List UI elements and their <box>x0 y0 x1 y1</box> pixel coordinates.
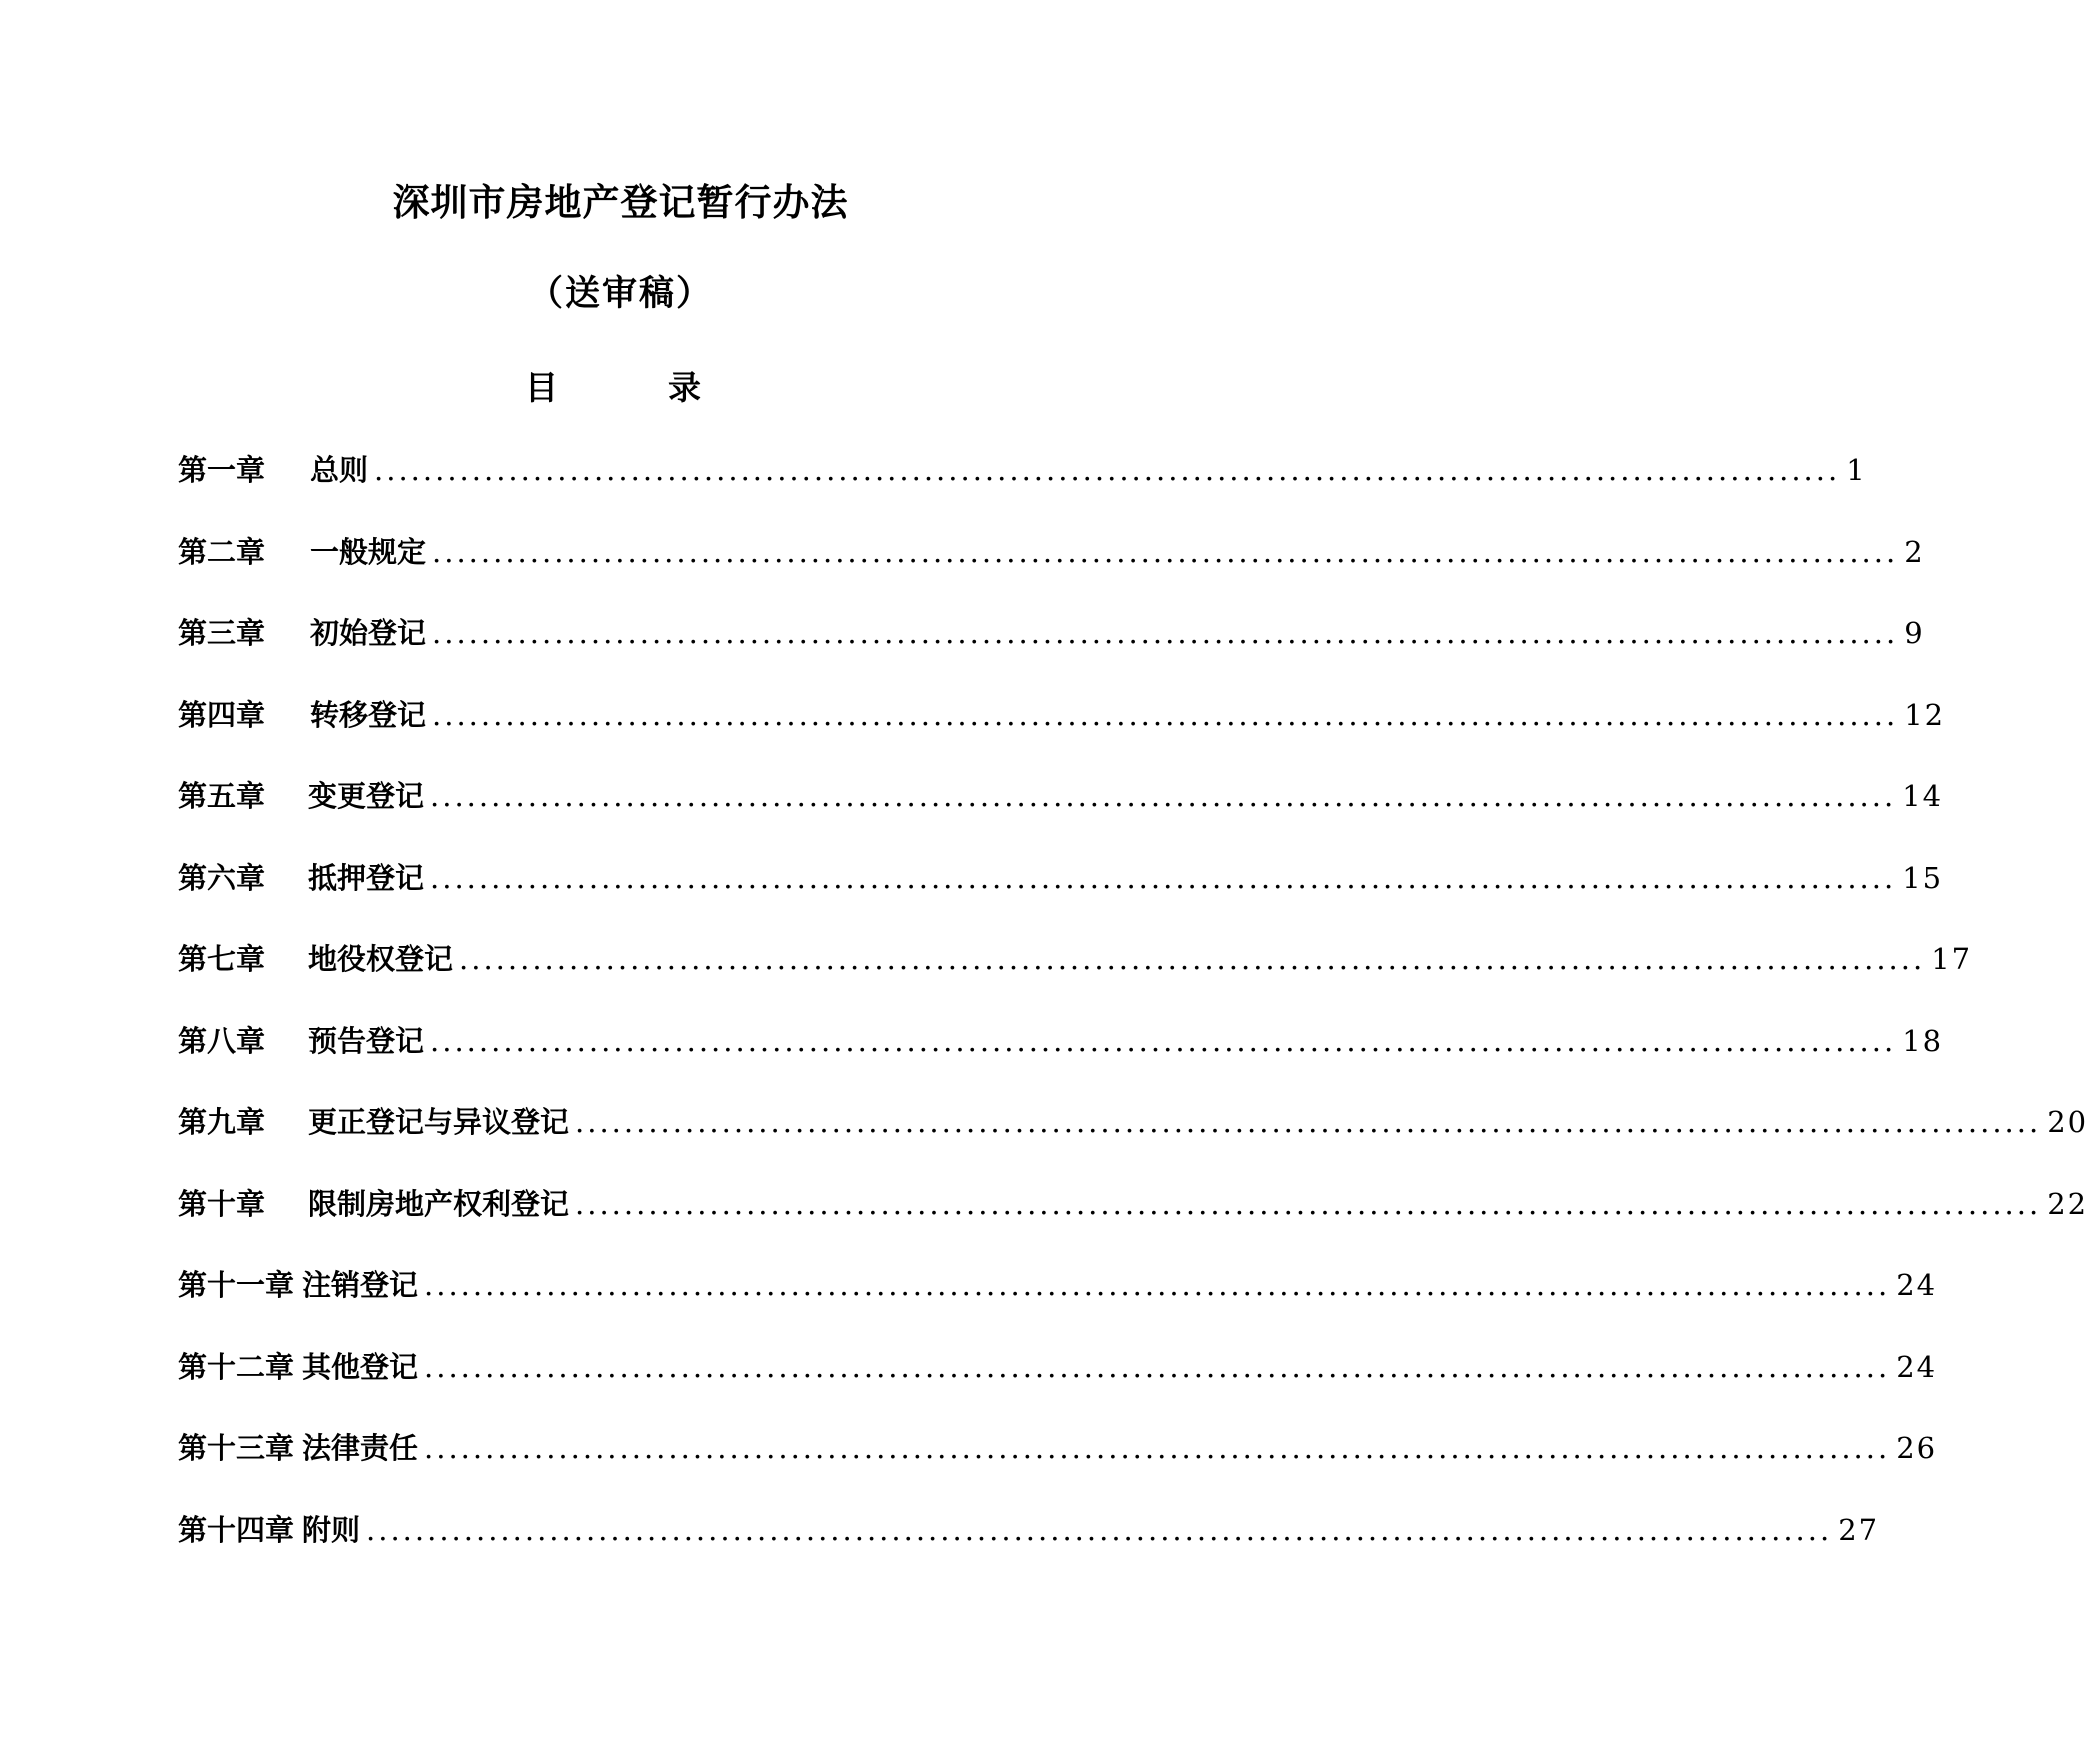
page-number: 1 <box>1846 453 1867 487</box>
page-number: 12 <box>1904 697 1946 732</box>
page-number: 22 <box>2047 1186 2088 1221</box>
chapter-number: 第十三章 <box>178 1431 295 1465</box>
dot-leader: ........................................................................................................................ <box>424 1431 1891 1465</box>
page-number: 17 <box>1931 942 1973 976</box>
chapter-number: 第六章 <box>178 860 266 895</box>
dot-leader: ........................................................................................................................ <box>575 1186 2042 1221</box>
dot-leader: ........................................................................................................................ <box>424 1268 1891 1302</box>
chapter-number: 第七章 <box>178 942 266 976</box>
toc-heading-first-char: 目 <box>525 368 558 407</box>
page-number: 15 <box>1902 860 1944 895</box>
chapter-number: 第十四章 <box>178 1512 295 1547</box>
chapter-title: 预告登记 <box>308 1023 425 1058</box>
toc-entry[interactable] <box>178 534 1925 616</box>
table-of-contents <box>178 452 2088 1593</box>
dot-leader: ........................................................................................................................ <box>366 1512 1833 1547</box>
dot-leader: ........................................................................................................................ <box>430 1023 1897 1058</box>
toc-entry[interactable] <box>178 1267 1938 1349</box>
dot-leader: ........................................................................................................................ <box>430 779 1897 813</box>
chapter-number: 第十一章 <box>178 1268 295 1302</box>
chapter-number: 第九章 <box>178 1105 266 1139</box>
toc-entry[interactable] <box>178 1512 1880 1594</box>
dot-leader: ........................................................................................................................ <box>575 1105 2042 1139</box>
chapter-title: 初始登记 <box>310 616 427 650</box>
chapter-number: 第十章 <box>178 1186 266 1221</box>
dot-leader: ........................................................................................................................ <box>459 942 1926 976</box>
toc-entry[interactable] <box>178 1186 2088 1268</box>
chapter-number: 第十二章 <box>178 1349 295 1384</box>
chapter-title: 变更登记 <box>308 779 425 813</box>
page-number: 14 <box>1902 779 1944 813</box>
chapter-number: 第二章 <box>178 534 266 569</box>
chapter-number: 第八章 <box>178 1023 266 1058</box>
chapter-title: 抵押登记 <box>308 860 425 895</box>
toc-entry[interactable] <box>178 452 1867 534</box>
page-number: 9 <box>1904 616 1925 650</box>
chapter-title: 注销登记 <box>302 1268 419 1302</box>
toc-heading-second-char: 录 <box>668 368 701 407</box>
chapter-number: 第三章 <box>178 616 266 650</box>
chapter-title: 一般规定 <box>310 534 427 569</box>
toc-entry[interactable] <box>178 1023 1944 1105</box>
page-number: 2 <box>1904 534 1925 569</box>
chapter-title: 法律责任 <box>302 1431 419 1465</box>
chapter-number: 第四章 <box>178 697 266 732</box>
toc-entry[interactable] <box>178 1430 1938 1512</box>
chapter-title: 转移登记 <box>310 697 427 732</box>
dot-leader: ........................................................................................................................ <box>432 697 1899 732</box>
chapter-title: 更正登记与异议登记 <box>308 1105 570 1139</box>
page-number: 26 <box>1896 1431 1938 1465</box>
chapter-number: 第一章 <box>178 453 266 487</box>
toc-entry[interactable] <box>178 860 1944 942</box>
chapter-title: 地役权登记 <box>308 942 454 976</box>
chapter-title: 总则 <box>310 453 369 487</box>
dot-leader: ........................................................................................................................ <box>430 860 1897 895</box>
chapter-title: 其他登记 <box>302 1349 419 1384</box>
chapter-title: 限制房地产权利登记 <box>308 1186 570 1221</box>
page-number: 24 <box>1896 1268 1938 1302</box>
toc-entry[interactable] <box>178 697 1946 779</box>
dot-leader: ........................................................................................................................ <box>424 1349 1891 1384</box>
page-number: 18 <box>1902 1023 1944 1058</box>
toc-entry[interactable] <box>178 941 1973 1023</box>
dot-leader: ........................................................................................................................ <box>432 534 1899 569</box>
toc-entry[interactable] <box>178 778 1944 860</box>
toc-entry[interactable] <box>178 1104 2088 1186</box>
document-subtitle: （送审稿） <box>527 273 713 314</box>
page-number: 27 <box>1838 1512 1880 1547</box>
toc-entry[interactable] <box>178 1349 1938 1431</box>
chapter-number: 第五章 <box>178 779 266 813</box>
toc-entry[interactable] <box>178 615 1925 697</box>
chapter-title: 附则 <box>302 1512 361 1547</box>
document-title: 深圳市房地产登记暂行办法 <box>392 180 849 224</box>
dot-leader: ........................................................................................................................ <box>432 616 1899 650</box>
page-number: 24 <box>1896 1349 1938 1384</box>
dot-leader: ........................................................................................................................ <box>374 453 1841 487</box>
page-number: 20 <box>2047 1105 2088 1139</box>
